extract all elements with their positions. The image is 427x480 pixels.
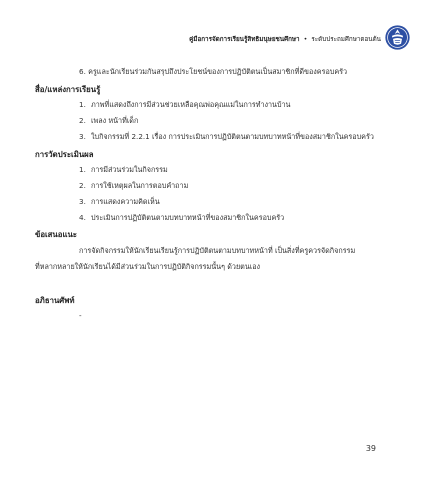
- media-heading: สื่อ/แหล่งการเรียนรู้: [35, 85, 101, 94]
- assessment-heading: การวัดประเมินผล: [35, 150, 94, 159]
- institution-seal-icon: [384, 24, 411, 51]
- suggestion-paragraph-line: ที่หลากหลายให้นักเรียนได้มีส่วนร่วมในการปฏิบัติกิจกรรมนั้นๆ ด้วยตนเอง: [35, 262, 261, 271]
- header-level: ระดับประถมศึกษาตอนต้น: [311, 36, 381, 43]
- glossary-heading: อภิธานศัพท์: [35, 296, 75, 305]
- item-text: ประเมินการปฏิบัติตนตามบทบาทหน้าที่ของสมาชิกในครอบครัว: [91, 213, 285, 222]
- intro-item: 6. ครูและนักเรียนร่วมกันสรุปถึงประโยชน์ของการปฏิบัติตนเป็นสมาชิกที่ดีของครอบครัว: [79, 67, 348, 76]
- item-number: 2.: [79, 116, 86, 125]
- suggestion-heading: ข้อเสนอแนะ: [35, 230, 77, 239]
- item-text: การแสดงความคิดเห็น: [91, 197, 160, 206]
- assessment-item: [79, 213, 284, 224]
- item-number: 3.: [79, 132, 86, 141]
- item-text: เพลง หน้าที่เด็ก: [91, 116, 139, 125]
- header-title: คู่มือการจัดการเรียนรู้สิทธิมนุษยชนศึกษา: [189, 36, 300, 43]
- item-number: 4.: [79, 213, 86, 222]
- assessment-item: [79, 181, 188, 192]
- assessment-item: [79, 165, 168, 176]
- page-number: 39: [365, 444, 376, 453]
- item-number: 3.: [79, 197, 86, 206]
- suggestion-paragraph-line: การจัดกิจกรรมให้นักเรียนเรียนรู้การปฏิบัติตนตามบทบาทหน้าที่ เป็นสิ่งที่ครูควรจัดกิจกรรม: [79, 246, 356, 255]
- media-item: [79, 132, 374, 143]
- header-bullet: •: [303, 36, 308, 43]
- assessment-item: [79, 197, 160, 208]
- item-text: ภาพที่แสดงถึงการมีส่วนช่วยเหลือคุณพ่อคุณแม่ในการทำงานบ้าน: [91, 100, 291, 109]
- item-number: 2.: [79, 181, 86, 190]
- media-item: [79, 116, 138, 127]
- item-text: การใช้เหตุผลในการตอบคำถาม: [91, 181, 189, 190]
- media-item: [79, 100, 290, 111]
- item-number: 1.: [79, 165, 86, 174]
- item-number: 1.: [79, 100, 86, 109]
- item-text: ใบกิจกรรมที่ 2.2.1 เรื่อง การประเมินการปฏิบัติตนตามบทบาทหน้าที่ของสมาชิกในครอบครัว: [91, 132, 374, 141]
- running-header: [189, 34, 381, 44]
- glossary-content: -: [79, 311, 82, 320]
- item-text: การมีส่วนร่วมในกิจกรรม: [91, 165, 168, 174]
